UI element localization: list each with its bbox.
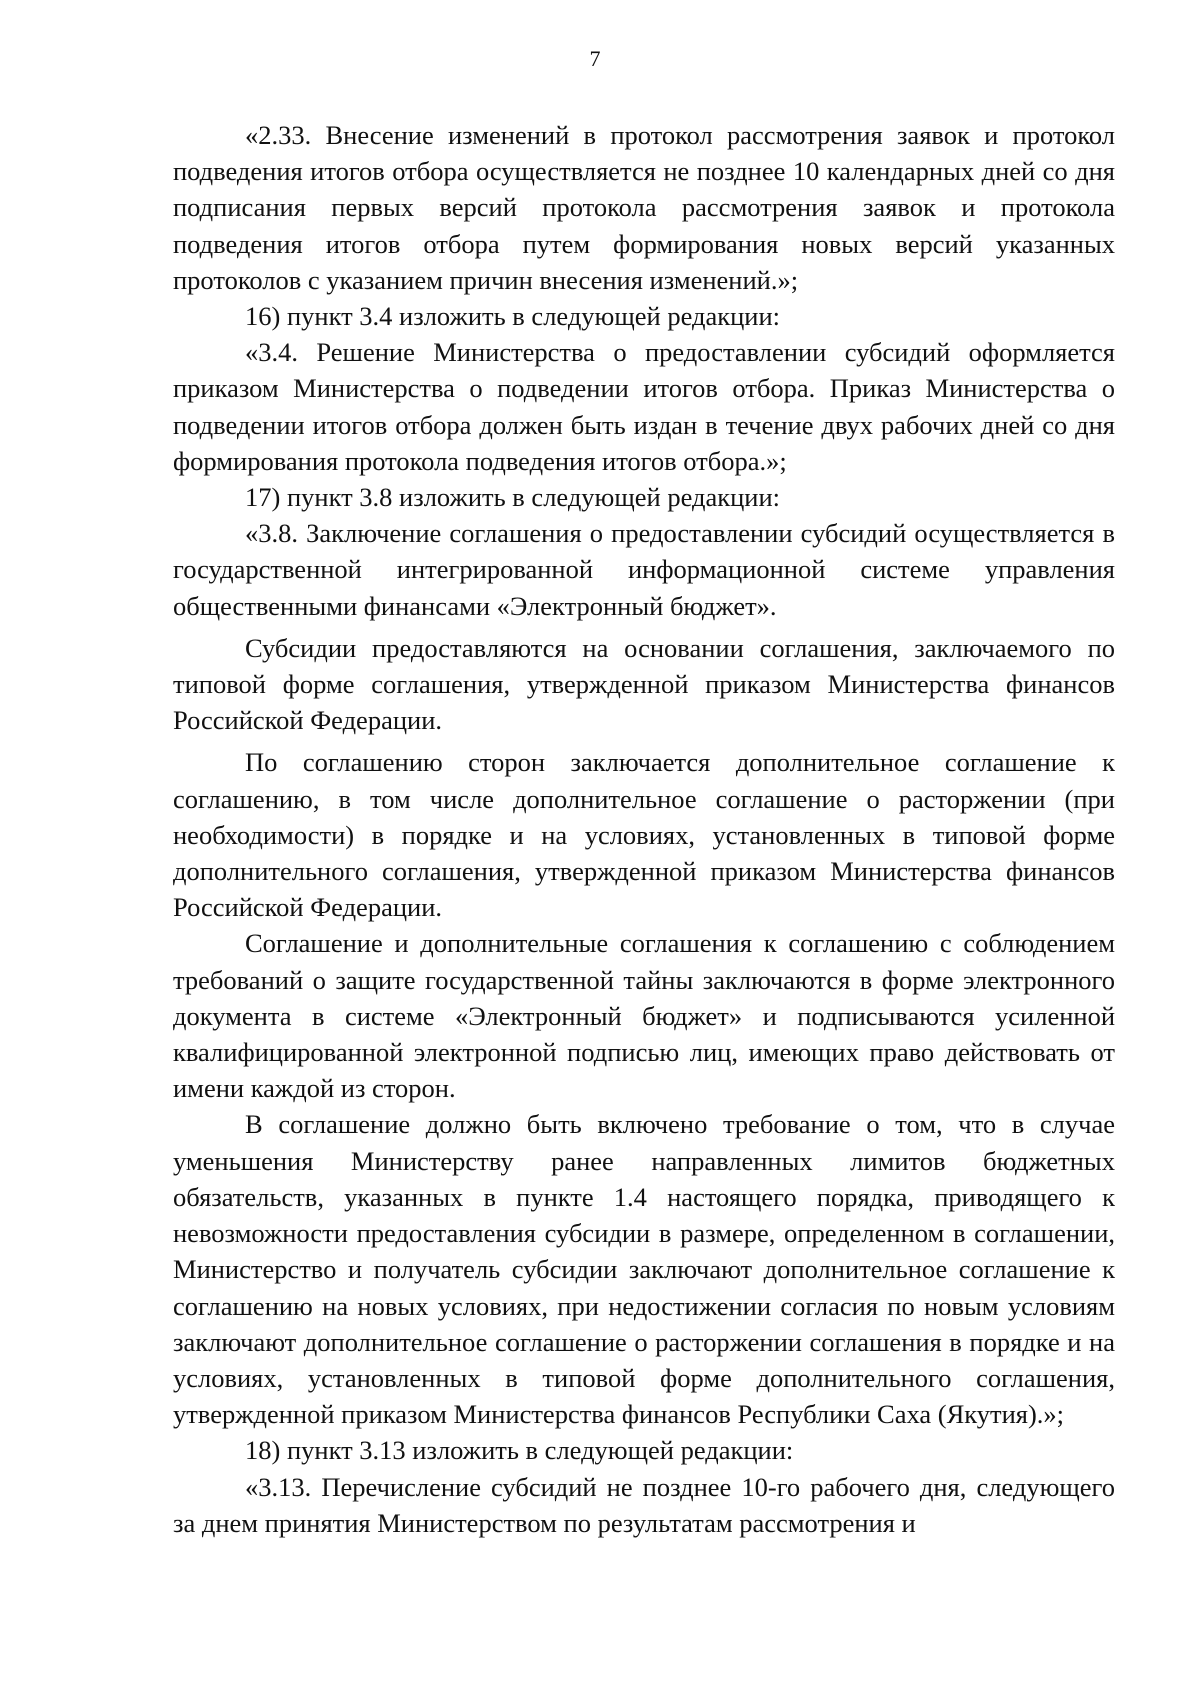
paragraph-3-13: «3.13. Перечисление субсидий не позднее 10-го рабочего дня, следующего за днем принятия Министерством по результатам рассмотрения и (173, 1471, 1115, 1538)
paragraph-3-4: «3.4. Решение Министерства о предоставлении субсидий оформляется приказом Министерства о подведении итогов отбора. Приказ Министерства о подведении итогов отбора должен быть издан в течение двух рабочих дней со дня формирования протокола подведения итогов отбора.»; (173, 337, 1115, 476)
paragraph-item-16: 16) пункт 3.4 изложить в следующей редакции: (245, 301, 781, 332)
paragraph-limits-reduction: В соглашение должно быть включено требование о том, что в случае уменьшения Министерству ранее направленных лимитов бюджетных обязательств, указанных в пункте 1.4 настоящего порядка, приводящего к невозможности предоставления субсидии в размере, определенном в соглашении, Министерство и получатель субсидии заключают дополнительное соглашение к соглашению на новых условиях, при недостижении согласия по новым условиям заключают дополнительное соглашение о расторжении соглашения в порядке и на условиях, установленных в типовой форме дополнительного соглашения, утвержденной приказом Министерства финансов Республики Саха (Якутия).»; (173, 1109, 1115, 1430)
page-number: 7 (589, 46, 601, 71)
paragraph-2-33: «2.33. Внесение изменений в протокол рассмотрения заявок и протокол подведения итогов отбора осуществляется не позднее 10 календарных дней со дня подписания первых версий протокола рассмотрения заявок и протокола подведения итогов отбора путем формирования новых версий указанных протоколов с указанием причин внесения изменений.»; (173, 120, 1115, 295)
paragraph-electronic-form: Соглашение и дополнительные соглашения к соглашению с соблюдением требований о защите государственной тайны заключаются в форме электронного документа в системе «Электронный бюджет» и подписываются усиленной квалифицированной электронной подписью лиц, имеющих право действовать от имени каждой из сторон. (173, 928, 1115, 1104)
paragraph-subsidies-basis: Субсидии предоставляются на основании соглашения, заключаемого по типовой форме соглашения, утвержденной приказом Министерства финансов Российской Федерации. (173, 632, 1115, 736)
paragraph-additional-agreement: По соглашению сторон заключается дополнительное соглашение к соглашению, в том числе дополнительное соглашение о расторжении (при необходимости) в порядке и на условиях, установленных в типовой форме дополнительного соглашения, утвержденной приказом Министерства финансов Российской Федерации. (173, 747, 1115, 923)
paragraph-item-17: 17) пункт 3.8 изложить в следующей редакции: (245, 482, 781, 513)
paragraph-item-18: 18) пункт 3.13 изложить в следующей редакции: (245, 1435, 794, 1466)
document-body (173, 117, 1115, 1541)
paragraph-3-8: «3.8. Заключение соглашения о предоставлении субсидий осуществляется в государственной интегрированной информационной системе управления общественными финансами «Электронный бюджет». (173, 518, 1115, 621)
